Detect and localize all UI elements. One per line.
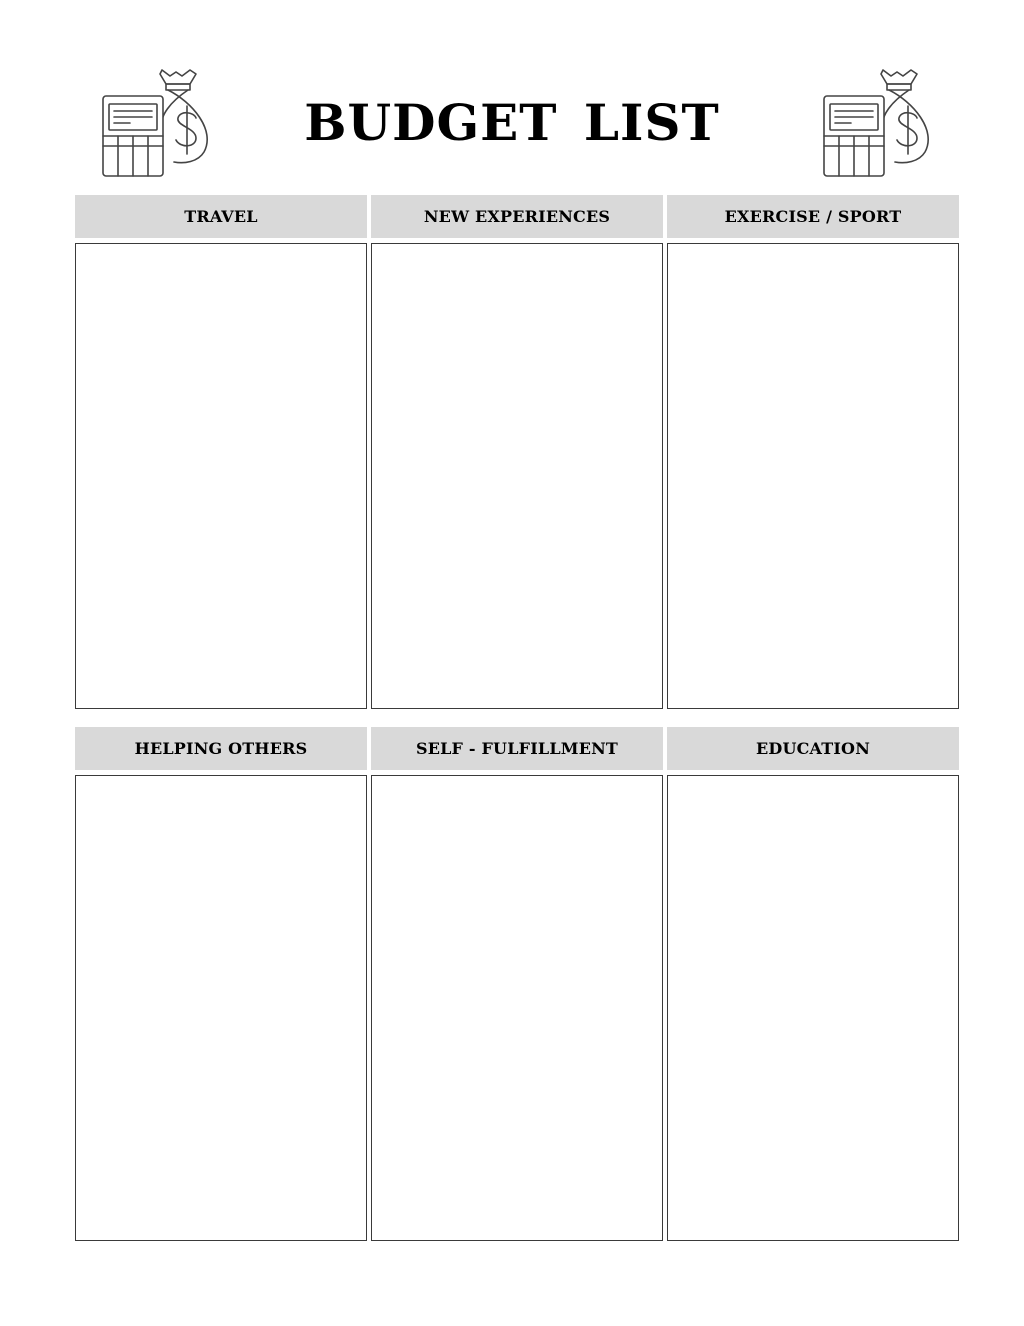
writing-area-self-fulfillment[interactable]: [371, 775, 663, 1241]
category-header-education: EDUCATION: [667, 727, 959, 770]
category-header-travel: TRAVEL: [75, 195, 367, 238]
money-bag-calculator-icon: [821, 66, 933, 180]
writing-area-helping-others[interactable]: [75, 775, 367, 1241]
writing-area-travel[interactable]: [75, 243, 367, 709]
category-header-self-fulfillment: SELF - FULFILLMENT: [371, 727, 663, 770]
category-header-new-experiences: NEW EXPERIENCES: [371, 195, 663, 238]
category-header-helping-others: HELPING OTHERS: [75, 727, 367, 770]
page-title: BUDGET LIST: [304, 93, 720, 152]
writing-area-exercise-sport[interactable]: [667, 243, 959, 709]
writing-area-education[interactable]: [667, 775, 959, 1241]
category-header-exercise-sport: EXERCISE / SPORT: [667, 195, 959, 238]
writing-area-new-experiences[interactable]: [371, 243, 663, 709]
